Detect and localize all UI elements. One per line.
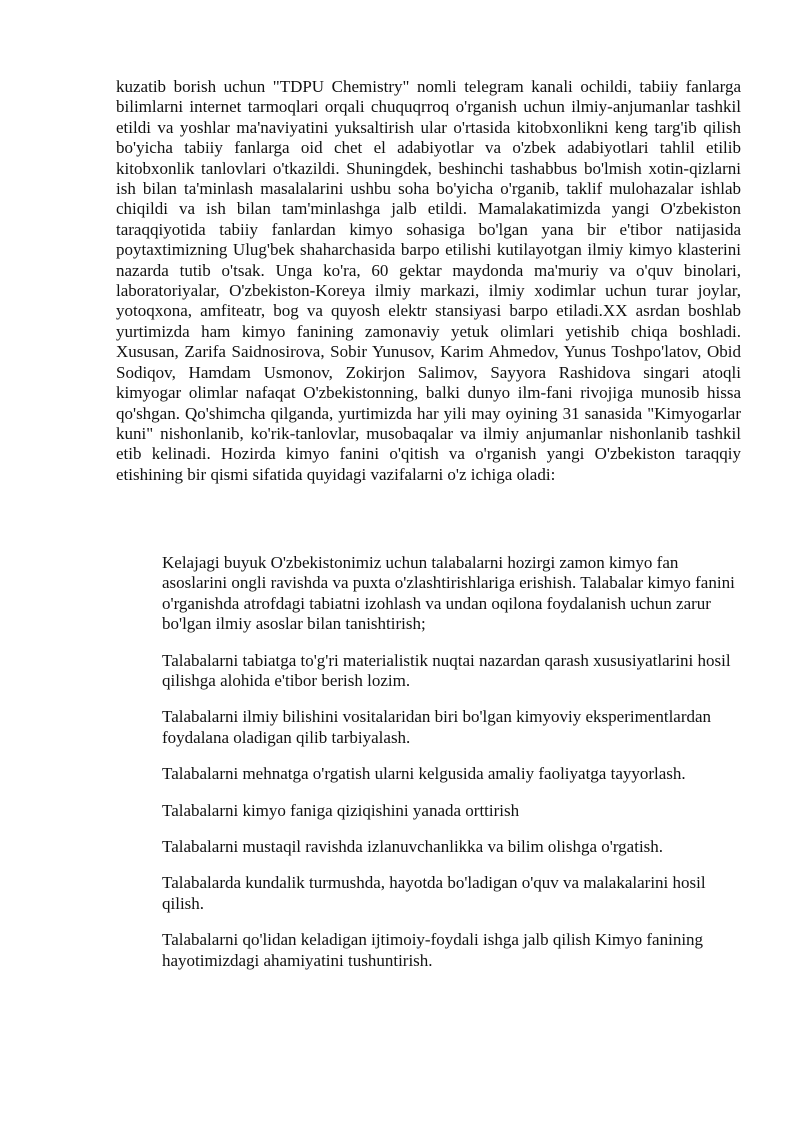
list-item: Kelajagi buyuk O'zbekistonimiz uchun talabalarni hozirgi zamon kimyo fan asoslarini ongli ravishda va puxta o'zlashtirishlariga erishish. Talabalar kimyo fanini o'rganishda atrofdagi tabiatni izohlash va undan oqilona foydalanish uchun zarur bo'lgan ilmiy asoslar bilan tanishtirish; [162,553,735,634]
list-item: Talabalarni mehnatga o'rgatish ularni kelgusida amaliy faoliyatga tayyorlash. [162,764,686,784]
list-item: Talabalarni kimyo faniga qiziqishini yanada orttirish [162,800,520,820]
list-item: Talabalarda kundalik turmushda, hayotda bo'ladigan o'quv va malakalarini hosil qilish. [162,873,706,913]
task-list [162,553,747,987]
list-item: Talabalarni mustaqil ravishda izlanuvchanlikka va bilim olishga o'rgatish. [162,837,664,857]
list-item: Talabalarni qo'lidan keladigan ijtimoiy-foydali ishga jalb qilish Kimyo fanining hayotimizdagi ahamiyatini tushuntirish. [162,930,704,970]
list-item: Talabalarni ilmiy bilishini vositalaridan biri bo'lgan kimyoviy eksperimentlardan foydalana oladigan qilib tarbiyalash. [162,707,712,747]
list-item: Talabalarni tabiatga to'g'ri materialistik nuqtai nazardan qarash xususiyatlarini hosil qilishga alohida e'tibor berish lozim. [162,650,731,691]
body-paragraph: kuzatib borish uchun "TDPU Chemistry" nomli telegram kanali ochildi, tabiiy fanlarga bilimlarni internet tarmoqlari orqali chuquqrroq o'rganish uchun ilmiy-anjumanlar tashkil etildi va yoshlar ma'naviyatini yuksaltirish ular o'rtasida kitobxonlikni keng targ'ib qilish bo'yicha tabiiy fanlarga oid chet el adabiyotlar va o'zbek adabiyotlari tahlil etilib kitobxonlik tanlovlari o'tkazildi. Shuningdek, beshinchi tashabbus bo'lmish xotin-qizlarni ish bilan ta'minlash masalalarini ushbu soha bo'yicha o'rganib, taklif mulohazalar ishlab chiqildi va ish bilan tam'minlashga jalb etildi. Mamalakatimizda yangi O'zbekiston taraqqiyotida tabiiy fanlardan kimyo sohasiga bo'lgan yana bir e'tibor natijasida poytaxtimizning Ulug'bek shaharchasida barpo etilishi kutilayotgan ilmiy kimyo klasterini nazarda tutib o'tsak. Unga ko'ra, 60 gektar maydonda ma'muriy va o'quv binolari, laboratoriyalar, O'zbekiston-Koreya ilmiy markazi, ilmiy xodimlar uchun turar joylar, yotoqxona, amfiteatr, bog va quyosh elektr stansiyasi barpo etiladi.XX asrdan boshlab yurtimizda ham kimyo fanining zamonaviy yetuk olimlari yetishib chiqa boshladi. Xususan, Zarifa Saidnosirova, Sobir Yunusov, Karim Ahmedov, Yunus Toshpo'latov, Obid Sodiqov, Hamdam Usmonov, Zokirjon Salimov, Sayyora Rashidova singari atoqli kimyogar olimlar nafaqat O'zbekistonning, balki dunyo ilm-fani rivojiga munosib hissa qo'shgan. Qo'shimcha qilganda, yurtimizda har yili may oyining 31 sanasida "Kimyogarlar kuni" nishonlanib, ko'rik-tanlovlar, musobaqalar va ilmiy anjumanlar nishonlanib tashkil etib kelinadi. Hozirda kimyo fanini o'qitish va o'rganish yangi O'zbekiston taraqqiy etishining bir qismi sifatida quyidagi vazifalarni o'z ichiga oladi: [116,77,741,484]
